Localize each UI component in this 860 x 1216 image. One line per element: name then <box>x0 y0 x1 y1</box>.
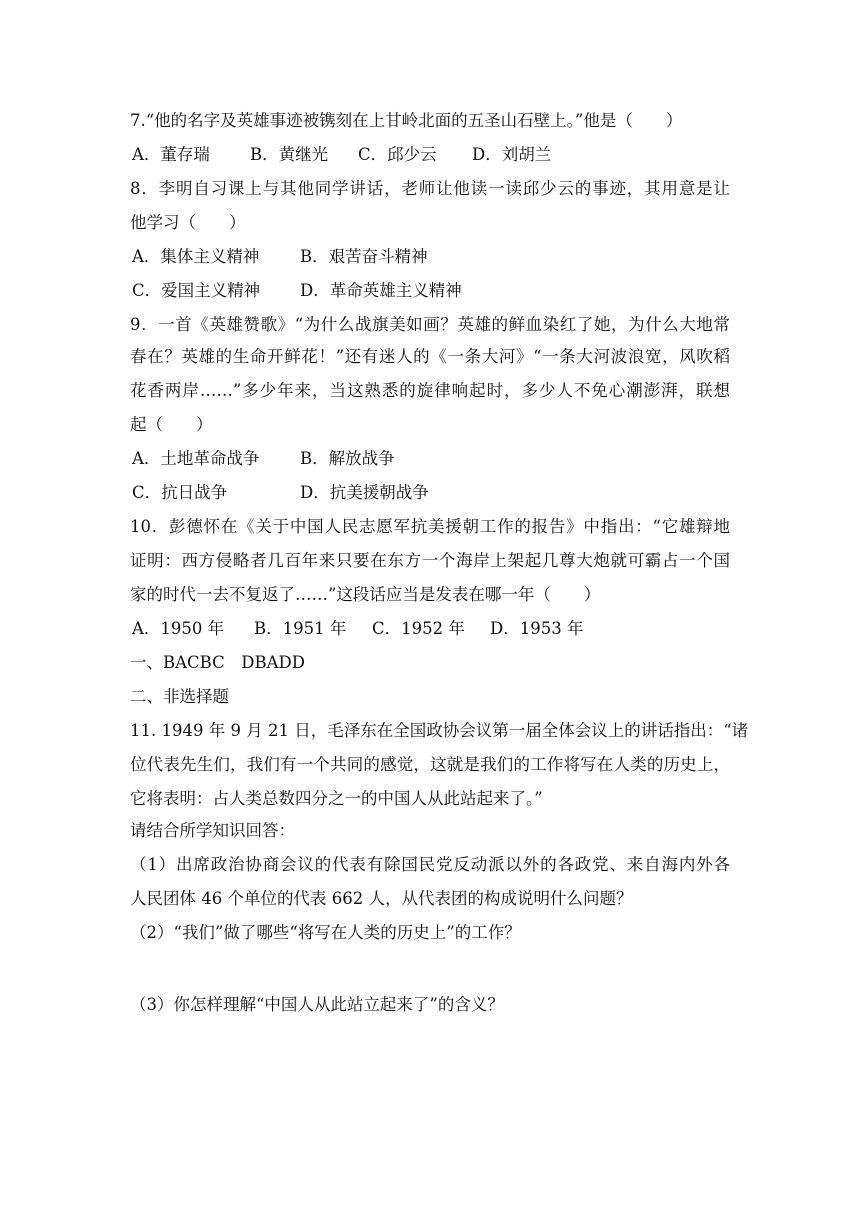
q11-line3: 它将表明：占人类总数四分之一的中国人从此站起来了。” <box>130 789 543 808</box>
answer-key: 一、BACBC DBADD <box>130 653 305 672</box>
q7-option-b: B．黄继光 <box>250 145 329 164</box>
q8-option-a: A．集体主义精神 <box>132 247 260 266</box>
q10-option-c: C．1952 年 <box>372 619 465 638</box>
q7-option-a: A．董存瑞 <box>132 145 210 164</box>
q9-options-row1 <box>132 448 395 470</box>
q11-sub1-line2: 人民团体 46 个单位的代表 662 人，从代表团的构成说明什么问题？ <box>130 889 633 908</box>
q11-line4: 请结合所学知识回答： <box>130 821 295 840</box>
q8-stem-line1: 8．李明自习课上与其他同学讲话，老师让他读一读邱少云的事迹，其用意是让 <box>130 179 730 198</box>
q7-stem: 7.“他的名字及英雄事迹被镌刻在上甘岭北面的五圣山石壁上。”他是（ ） <box>130 111 683 130</box>
q9-stem-line2: 春在？英雄的生命开鲜花！”还有迷人的《一条大河》“一条大河波浪宽，风吹稻 <box>130 347 730 366</box>
q9-option-d: D．抗美援朝战争 <box>300 483 429 502</box>
q10-option-b: B．1951 年 <box>254 619 347 638</box>
q11-sub1-line1: （1）出席政治协商会议的代表有除国民党反动派以外的各政党、来自海内外各 <box>130 855 730 874</box>
q9-stem-line1: 9．一首《英雄赞歌》“为什么战旗美如画？英雄的鲜血染红了她，为什么大地常 <box>130 315 730 334</box>
q9-stem-line4: 起（ ） <box>130 415 213 434</box>
section2-title: 二、非选择题 <box>130 687 229 706</box>
q8-option-c: C．爱国主义精神 <box>132 281 261 300</box>
q8-options-row2 <box>132 280 462 302</box>
q9-stem-line3: 花香两岸……”多少年来，当这熟悉的旋律响起时，多少人不免心潮澎湃，联想 <box>130 381 730 400</box>
q7-option-d: D．刘胡兰 <box>472 145 552 164</box>
q11-line1: 11. 1949 年 9 月 21 日，毛泽东在全国政协会议第一届全体会议上的讲话指出：“诸 <box>130 721 749 740</box>
q11-line2: 位代表先生们，我们有一个共同的感觉，这就是我们的工作将写在人类的历史上， <box>130 755 730 774</box>
q7-options <box>132 144 551 166</box>
q9-option-b: B．解放战争 <box>300 449 395 468</box>
q10-option-a: A．1950 年 <box>132 619 225 638</box>
q8-stem-line2: 他学习（ ） <box>130 213 246 232</box>
q10-stem-line2: 证明：西方侵略者几百年来只要在东方一个海岸上架起几尊大炮就可霸占一个国 <box>130 551 730 570</box>
q9-option-a: A．土地革命战争 <box>132 449 260 468</box>
q9-option-c: C．抗日战争 <box>132 483 228 502</box>
q10-options <box>132 618 583 640</box>
q8-options-row1 <box>132 246 428 268</box>
q11-sub2: （2）“我们”做了哪些“将写在人类的历史上”的工作？ <box>130 923 521 942</box>
q9-options-row2 <box>132 482 429 504</box>
q8-option-b: B．艰苦奋斗精神 <box>300 247 428 266</box>
q10-stem-line1: 10．彭德怀在《关于中国人民志愿军抗美援朝工作的报告》中指出：“它雄辩地 <box>130 517 730 536</box>
q8-option-d: D．革命英雄主义精神 <box>300 281 462 300</box>
q11-sub3: （3）你怎样理解“中国人从此站立起来了”的含义？ <box>130 995 504 1014</box>
q7-option-c: C．邱少云 <box>358 145 437 164</box>
q10-stem-line3: 家的时代一去不复返了……”这段话应当是发表在哪一年（ ） <box>130 585 601 604</box>
q10-option-d: D．1953 年 <box>490 619 584 638</box>
